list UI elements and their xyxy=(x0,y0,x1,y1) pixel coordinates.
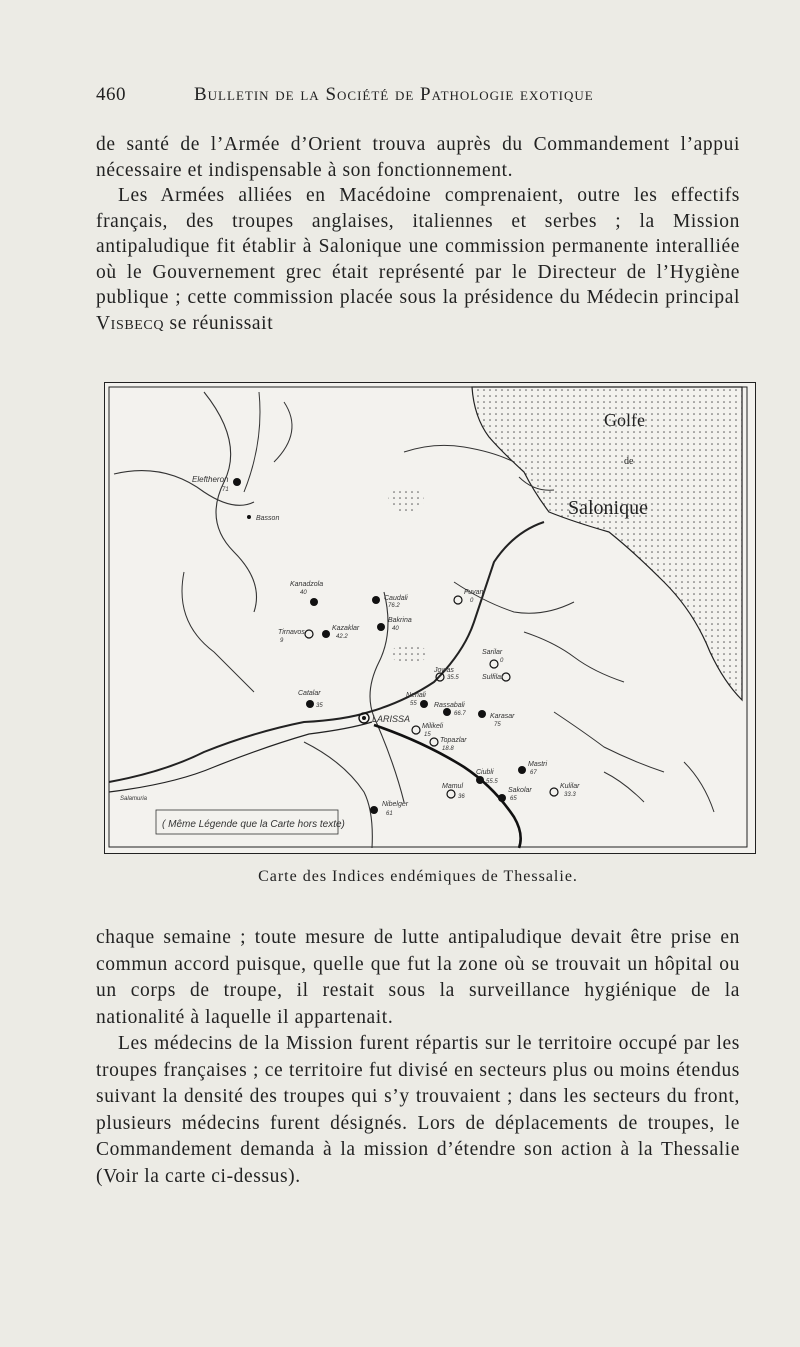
place-value: 33.3 xyxy=(564,792,576,798)
paragraph-bottom-text-2: Les médecins de la Mission furent répartis sur le territoire occupé par les troupes françaises ; ce territoire fut divisé en secteurs plus ou moins étendus suivant la densité des troupes qui s’y trouvaient ; dans les secteurs du front, plusieurs médecins furent désignés. Lors de déplacements de troupes, le Commandement demanda à la mission d’étendre son action à la Thessalie (Voir la carte ci-dessus). xyxy=(96,1033,740,1187)
place-label: Catalar xyxy=(298,690,321,697)
place-value: 35 xyxy=(316,703,323,709)
place-label: Mamul xyxy=(442,783,464,790)
map-svg xyxy=(104,382,756,854)
page-header xyxy=(96,84,740,110)
place-label: Milikeli xyxy=(422,723,443,730)
place-marker xyxy=(247,515,251,519)
gulf-label-2: de xyxy=(624,456,634,467)
place-label: Tirnavos xyxy=(278,629,305,636)
paragraph-top-text-c: se réunissait xyxy=(164,312,274,334)
place-value: 15 xyxy=(424,732,431,738)
place-value: 71 xyxy=(222,487,229,493)
place-label: Ciubli xyxy=(476,769,494,776)
paragraph-bottom xyxy=(96,925,740,1190)
place-marker xyxy=(518,766,526,774)
place-label: Jowas xyxy=(434,667,454,674)
place-marker xyxy=(498,794,506,802)
place-marker xyxy=(377,623,385,631)
map-figure xyxy=(104,382,756,854)
place-marker xyxy=(322,630,330,638)
marsh-2 xyxy=(391,644,427,664)
place-value: 61 xyxy=(386,811,393,817)
page-number: 460 xyxy=(96,84,126,105)
place-value: 0 xyxy=(500,658,504,664)
place-label: Bakrina xyxy=(388,617,412,624)
place-marker xyxy=(420,700,428,708)
place-value: 65 xyxy=(510,796,517,802)
place-value: 55 xyxy=(410,701,417,707)
running-title: Bulletin de la Société de Pathologie exotique xyxy=(194,84,594,105)
paragraph-top-text-b: Les Armées alliées en Macédoine comprenaient, outre les effectifs français, des troupes anglaises, italiennes et serbes ; la Mission antipaludique fit établir à Salonique une commission permanente interalliée où le Gouvernement grec était représenté par le Directeur de l’Hygiène publique ; cette commission placée sous la présidence du Médecin principal xyxy=(96,185,740,308)
place-label: Rassabali xyxy=(434,702,465,709)
place-marker xyxy=(310,598,318,606)
place-value: 36 xyxy=(458,794,465,800)
paragraph-top xyxy=(96,132,740,336)
place-marker xyxy=(370,806,378,814)
place-value: 35.5 xyxy=(447,675,459,681)
place-value: 0 xyxy=(470,598,474,604)
place-value: 55.5 xyxy=(486,779,498,785)
place-label: Sarilar xyxy=(482,649,503,656)
paragraph-bottom-text: chaque semaine ; toute mesure de lutte antipaludique devait être prise en commun accord puisque, quelle que fut la zone où se trouvait un hôpital ou un corps de troupe, il restait sous la surveillance hygiénique de la nationalité à laquelle il appartenait. xyxy=(96,927,740,1028)
place-label: Basson xyxy=(256,515,280,522)
place-value: 40 xyxy=(300,590,307,596)
place-label: Caudali xyxy=(384,595,408,602)
gulf-label-1: Golfe xyxy=(604,410,645,430)
marsh-1 xyxy=(388,488,424,512)
place-marker xyxy=(233,478,241,486)
place-value: 42.2 xyxy=(336,634,348,640)
place-label: Nenali xyxy=(406,692,426,699)
place-label: Mastri xyxy=(528,761,548,768)
place-value: 75 xyxy=(494,722,501,728)
place-label: Nibelger xyxy=(382,801,409,808)
place-marker xyxy=(306,700,314,708)
place-marker xyxy=(476,776,484,784)
place-value: 67 xyxy=(530,770,537,776)
city-marker-dot xyxy=(362,716,366,720)
place-marker xyxy=(478,710,486,718)
legend-note: ( Même Légende que la Carte hors texte) xyxy=(162,819,345,830)
place-value: 66.7 xyxy=(454,711,466,717)
place-label: Karasar xyxy=(490,713,515,720)
figure-caption: Carte des Indices endémiques de Thessalie. xyxy=(258,868,578,885)
place-label: Sakolar xyxy=(508,787,532,794)
author-name: Visbecq xyxy=(96,312,165,334)
place-label: Kanadzola xyxy=(290,581,324,588)
place-value: 9 xyxy=(280,638,284,644)
place-value: 76.2 xyxy=(388,603,400,609)
place-label: Topazlar xyxy=(440,737,467,744)
place-marker xyxy=(443,708,451,716)
place-label: Kulilar xyxy=(560,783,580,790)
paragraph-top-text-a: de santé de l’Armée d’Orient trouva auprès du Commandement l’appui nécessaire et indispensable à son fonctionnement. xyxy=(96,134,740,181)
place-marker xyxy=(372,596,380,604)
place-label: Kazaklar xyxy=(332,625,360,632)
river-label: Salamuria xyxy=(120,796,148,802)
place-value: 40 xyxy=(392,626,399,632)
place-label: Sulfilar xyxy=(482,674,504,681)
city-label: LARISSA xyxy=(372,714,411,724)
gulf-label-3: Salonique xyxy=(568,497,648,519)
place-label: Fuvani xyxy=(464,589,486,596)
place-label: Eleftheron xyxy=(192,475,229,484)
place-value: 18.8 xyxy=(442,746,454,752)
